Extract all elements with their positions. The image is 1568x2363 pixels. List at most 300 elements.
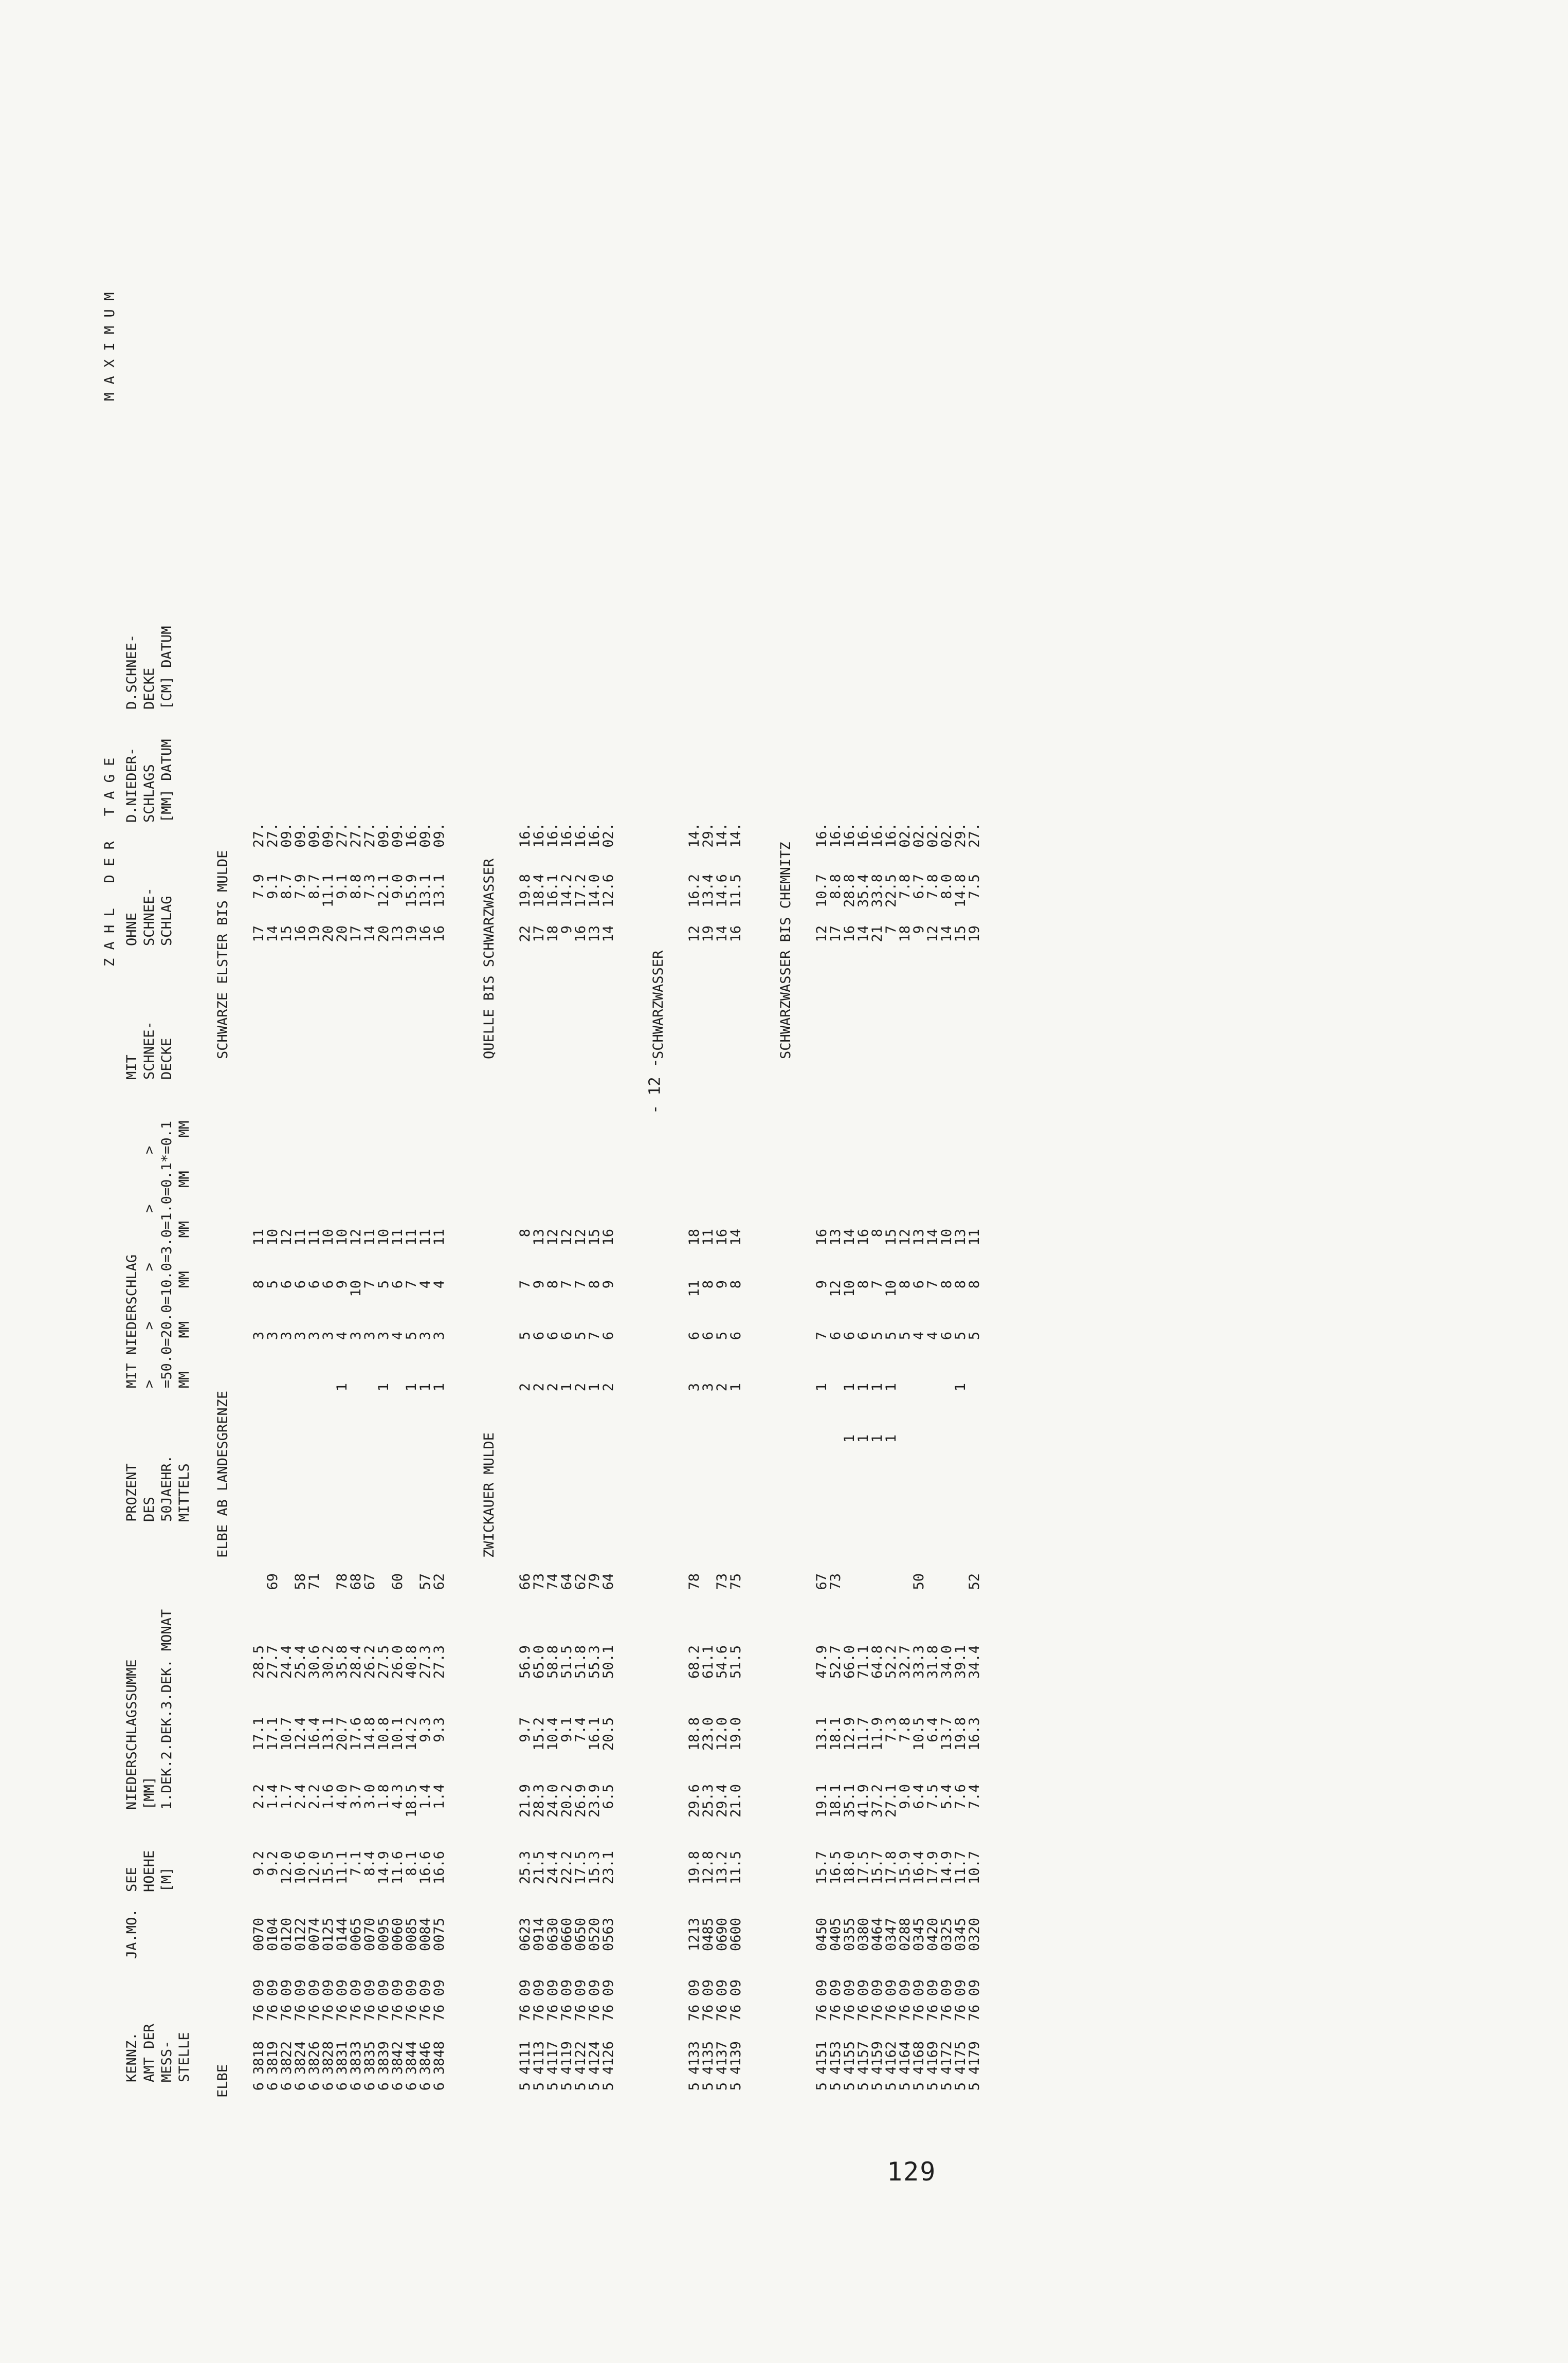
table-cell: 27.1 (883, 1784, 899, 1818)
column-header (123, 626, 176, 710)
table-cell: 14.0 (587, 874, 603, 908)
table-cell: 7.8 (925, 874, 941, 899)
table-cell: 76 09 (600, 1979, 616, 2022)
table-cell: 76 09 (559, 1979, 575, 2022)
table-cell: 4153 (828, 2041, 844, 2075)
table-cell: 56.9 (517, 1645, 533, 1679)
table-cell: 2.2 (306, 1784, 322, 1809)
column-header (123, 739, 176, 823)
table-cell: 5 (587, 2082, 603, 2091)
table-cell: 52.2 (883, 1645, 899, 1679)
table-cell: 27.7 (265, 1645, 281, 1679)
column-header-line: DECKE (159, 1038, 175, 1080)
table-cell: 11.7 (855, 1717, 871, 1751)
table-cell: 76 09 (431, 1979, 447, 2022)
table-cell: 13 (390, 925, 406, 942)
table-cell: 71.1 (855, 1645, 871, 1679)
table-cell: 4 (925, 1332, 941, 1340)
table-cell: 7.9 (251, 874, 267, 899)
table-cell: 0095 (376, 1918, 392, 1952)
table-cell: 1 (883, 1434, 899, 1443)
column-header-line: =50.0=20.0=10.0=3.0=1.0=0.1*=0.1 (159, 1120, 175, 1388)
column-header (123, 1121, 193, 1388)
table-cell: 1 (431, 1383, 447, 1392)
table-cell: 10.7 (967, 1851, 982, 1885)
table-cell: 4179 (967, 2041, 982, 2075)
table-cell: 8 (545, 1280, 561, 1289)
table-cell: 12 (828, 1280, 844, 1297)
table-cell: 30.6 (306, 1645, 322, 1679)
column-header-line: > > > > > (141, 1146, 157, 1388)
table-cell: 13.4 (700, 874, 716, 908)
table-cell: 19 (306, 925, 322, 942)
table-cell: 3 (320, 1332, 336, 1340)
table-cell: 5 (573, 2082, 589, 2091)
table-cell: 9 (559, 925, 575, 934)
table-cell: 11.7 (953, 1851, 969, 1885)
table-cell: 71 (306, 1573, 322, 1590)
table-cell: 17.2 (573, 874, 589, 908)
table-cell: 8 (728, 1280, 744, 1289)
column-header (123, 887, 176, 946)
table-cell: 3819 (265, 2041, 281, 2075)
table-cell: 7 (869, 1280, 885, 1289)
table-cell: 2 (573, 1383, 589, 1392)
table-cell: 13.1 (431, 874, 447, 908)
table-cell: 7.4 (573, 1717, 589, 1742)
table-cell: 8 (251, 1280, 267, 1289)
table-cell: 12 (814, 925, 830, 942)
table-cell: 76 09 (814, 1979, 830, 2022)
table-cell: 2 (600, 1383, 616, 1392)
table-cell: 18 (545, 925, 561, 942)
table-cell: 3839 (376, 2041, 392, 2075)
table-cell: 51.8 (573, 1645, 589, 1679)
table-cell: 14 (600, 925, 616, 942)
table-cell: 5 (828, 2082, 844, 2091)
table-cell: 6 (855, 1332, 871, 1340)
column-header-line: AMT DER (141, 2024, 157, 2082)
table-cell: 50 (911, 1573, 927, 1590)
table-cell: 16. (573, 823, 589, 848)
table-cell: 0380 (855, 1918, 871, 1952)
table-cell: 76 09 (925, 1979, 941, 2022)
table-cell: 02. (939, 823, 955, 848)
table-cell: 62 (573, 1573, 589, 1590)
table-cell: 76 09 (362, 1979, 378, 2022)
table-cell: 6 (404, 2082, 420, 2091)
table-cell: 7.9 (293, 874, 308, 899)
table-cell: 4 (417, 1280, 433, 1289)
table-cell: 5 (869, 1332, 885, 1340)
table-cell: 4122 (573, 2041, 589, 2075)
table-cell: 4137 (714, 2041, 730, 2075)
table-cell: 8 (869, 1229, 885, 1238)
table-cell: 5 (967, 1332, 982, 1340)
table-cell: 41.9 (855, 1784, 871, 1818)
table-cell: 3 (686, 1383, 702, 1392)
table-cell: 76 09 (417, 1979, 433, 2022)
table-cell: 6 (417, 2082, 433, 2091)
table-cell: 65.0 (531, 1645, 547, 1679)
table-cell: 4151 (814, 2041, 830, 2075)
table-cell: 76 09 (714, 1979, 730, 2022)
page-number: 129 (887, 2157, 937, 2187)
table-cell: 76 09 (953, 1979, 969, 2022)
table-cell: 8.7 (306, 874, 322, 899)
table-cell: 19.8 (953, 1717, 969, 1751)
table-cell: 9.7 (517, 1717, 533, 1742)
table-cell: 14 (714, 925, 730, 942)
table-cell: 24.0 (545, 1784, 561, 1818)
table-cell: 2.2 (251, 1784, 267, 1809)
table-cell: 52 (967, 1573, 982, 1590)
table-cell: 16. (517, 823, 533, 848)
table-cell: 16. (855, 823, 871, 848)
table-cell: 9 (531, 1280, 547, 1289)
table-cell: 6 (320, 2082, 336, 2091)
table-cell: 5 (897, 2082, 913, 2091)
table-cell: 9.1 (334, 874, 350, 899)
table-cell: 10 (334, 1229, 350, 1246)
table-cell: 18.1 (828, 1717, 844, 1751)
table-cell: 4 (911, 1332, 927, 1340)
table-cell: 5 (911, 2082, 927, 2091)
table-cell: 12 (279, 1229, 295, 1246)
table-cell: 0563 (600, 1918, 616, 1952)
table-cell: 17.9 (925, 1851, 941, 1885)
table-cell: 5 (545, 2082, 561, 2091)
table-cell: 15.5 (320, 1851, 336, 1885)
table-cell: 29. (700, 823, 716, 848)
table-cell: 5 (897, 1332, 913, 1340)
table-cell: 16 (728, 925, 744, 942)
table-cell: 29. (953, 823, 969, 848)
table-cell: 11 (404, 1229, 420, 1246)
column-header (123, 1021, 176, 1080)
table-cell: 34.0 (939, 1645, 955, 1679)
table-cell: 12 (545, 1229, 561, 1246)
table-cell: 8 (517, 1229, 533, 1238)
table-cell: 16 (714, 1229, 730, 1246)
table-cell: 11 (251, 1229, 267, 1246)
table-cell: 16. (842, 823, 858, 848)
table-cell: 10 (348, 1280, 364, 1297)
table-cell: 14 (265, 925, 281, 942)
table-cell: 16.2 (686, 874, 702, 908)
table-cell: 6.4 (925, 1717, 941, 1742)
table-cell: 76 09 (573, 1979, 589, 2022)
table-cell: 1.7 (279, 1784, 295, 1809)
table-cell: 0320 (967, 1918, 982, 1952)
table-cell: 24.4 (545, 1851, 561, 1885)
table-cell: 8 (587, 1280, 603, 1289)
table-cell: 76 09 (939, 1979, 955, 2022)
column-header-line: [MM] DATUM (159, 739, 175, 823)
table-cell: 16 (417, 925, 433, 942)
column-header-line: DECKE (141, 667, 157, 710)
table-cell: 11.5 (728, 874, 744, 908)
table-cell: 7.8 (897, 1717, 913, 1742)
table-cell: 5 (728, 2082, 744, 2091)
table-cell: 37.2 (869, 1784, 885, 1818)
table-cell: 76 09 (728, 1979, 744, 2022)
table-cell: 11 (431, 1229, 447, 1246)
table-cell: 11 (306, 1229, 322, 1246)
table-cell: 5 (925, 2082, 941, 2091)
table-cell: 6 (600, 1332, 616, 1340)
table-cell: 51.5 (728, 1645, 744, 1679)
table-cell: 1 (417, 1383, 433, 1392)
table-cell: 0520 (587, 1918, 603, 1952)
column-header-line: DES (141, 1497, 157, 1522)
table-cell: 14 (855, 925, 871, 942)
table-cell: 25.4 (293, 1645, 308, 1679)
table-cell: 0074 (306, 1918, 322, 1952)
column-header-line: SEE (124, 1867, 140, 1892)
column-header-line: SCHLAG (159, 896, 175, 946)
table-cell: 21 (869, 925, 885, 942)
table-cell: 66 (517, 1573, 533, 1590)
table-cell: 21.5 (531, 1851, 547, 1885)
table-cell: 13 (953, 1229, 969, 1246)
table-cell: 0405 (828, 1918, 844, 1952)
table-cell: 10.7 (814, 874, 830, 908)
table-cell: 6.5 (600, 1784, 616, 1809)
table-cell: 16.5 (828, 1851, 844, 1885)
table-cell: 60 (390, 1573, 406, 1590)
table-cell: 61.1 (700, 1645, 716, 1679)
table-cell: 14. (728, 823, 744, 848)
table-cell: 5 (714, 2082, 730, 2091)
table-cell: 3818 (251, 2041, 267, 2075)
river-label: ELBE AB LANDESGRENZE (215, 1390, 231, 1558)
table-cell: 7 (559, 1280, 575, 1289)
table-cell: 16 (855, 1229, 871, 1246)
table-cell: 13 (911, 1229, 927, 1246)
table-cell: 17.1 (251, 1717, 267, 1751)
table-cell: 17.5 (855, 1851, 871, 1885)
table-cell: 29.6 (686, 1784, 702, 1818)
table-cell: 1 (869, 1383, 885, 1392)
column-header-line: [CM] DATUM (159, 626, 175, 710)
table-cell: 10 (265, 1229, 281, 1246)
column-header (123, 1850, 176, 1892)
table-cell: 5 (967, 2082, 982, 2091)
table-cell: 0660 (559, 1918, 575, 1952)
table-cell: 0690 (714, 1918, 730, 1952)
table-cell: 76 09 (265, 1979, 281, 2022)
table-cell: 14 (362, 925, 378, 942)
table-cell: 64 (559, 1573, 575, 1590)
table-cell: 20.7 (334, 1717, 350, 1751)
table-cell: 20 (320, 925, 336, 942)
table-cell: 76 09 (320, 1979, 336, 2022)
table-cell: 5 (700, 2082, 716, 2091)
table-cell: 8 (953, 1280, 969, 1289)
table-cell: 7.4 (967, 1784, 982, 1809)
table-cell: 0630 (545, 1918, 561, 1952)
table-cell: 09. (417, 823, 433, 848)
table-cell: 23.9 (587, 1784, 603, 1818)
table-cell: 02. (600, 823, 616, 848)
sub-section-label: SCHWARZWASSER BIS CHEMNITZ (778, 842, 794, 1059)
table-cell: 0914 (531, 1918, 547, 1952)
table-cell: 5 (265, 1280, 281, 1289)
table-cell: 6 (842, 1332, 858, 1340)
table-cell: 02. (911, 823, 927, 848)
table-cell: 19.8 (517, 874, 533, 908)
table-cell: 27.3 (417, 1645, 433, 1679)
table-cell: 5 (404, 1332, 420, 1340)
table-cell: 2.4 (293, 1784, 308, 1809)
table-cell: 76 09 (842, 1979, 858, 2022)
column-header (123, 2024, 193, 2082)
table-cell: 6 (362, 2082, 378, 2091)
table-cell: 5 (517, 1332, 533, 1340)
table-cell: 1.4 (265, 1784, 281, 1809)
table-cell: 0085 (404, 1918, 420, 1952)
table-cell: 5 (842, 2082, 858, 2091)
table-cell: 17 (828, 925, 844, 942)
table-cell: 76 09 (686, 1979, 702, 2022)
table-cell: 10 (939, 1229, 955, 1246)
table-cell: 27. (362, 823, 378, 848)
table-cell: 5 (714, 1332, 730, 1340)
table-cell: 6 (686, 1332, 702, 1340)
column-header-line: STELLE (176, 2032, 192, 2082)
column-header-line: HOEHE (141, 1850, 157, 1892)
table-cell: 3824 (293, 2041, 308, 2075)
table-cell: 1.4 (417, 1784, 433, 1809)
column-header-line: JA.MO. (124, 1908, 140, 1959)
table-cell: 16.1 (587, 1717, 603, 1751)
table-cell: 34.4 (967, 1645, 982, 1679)
table-cell: 0600 (728, 1918, 744, 1952)
table-cell: 4135 (700, 2041, 716, 2075)
table-cell: 7.3 (883, 1717, 899, 1742)
column-header-line: D.NIEDER- (124, 747, 140, 823)
table-cell: 0650 (573, 1918, 589, 1952)
table-cell: 76 09 (828, 1979, 844, 2022)
table-cell: 6 (376, 2082, 392, 2091)
table-cell: 75 (728, 1573, 744, 1590)
table-cell: 17 (251, 925, 267, 942)
table-cell: 1 (842, 1383, 858, 1392)
table-cell: 12.9 (842, 1717, 858, 1751)
table-cell: 17 (531, 925, 547, 942)
table-cell: 18 (897, 925, 913, 942)
table-cell: 09. (431, 823, 447, 848)
table-cell: 0623 (517, 1918, 533, 1952)
table-cell: 17.1 (265, 1717, 281, 1751)
table-cell: 0075 (431, 1918, 447, 1952)
table-cell: 2 (714, 1383, 730, 1392)
table-cell: 8.1 (404, 1851, 420, 1876)
table-cell: 3828 (320, 2041, 336, 2075)
table-cell: 16 (573, 925, 589, 942)
table-cell: 13 (587, 925, 603, 942)
table-cell: 6 (390, 1280, 406, 1289)
table-cell: 19.8 (686, 1851, 702, 1885)
table-cell: 21.9 (517, 1784, 533, 1818)
table-cell: 76 09 (251, 1979, 267, 2022)
table-cell: 35.8 (334, 1645, 350, 1679)
table-cell: 17.8 (883, 1851, 899, 1885)
column-header-line: D.SCHNEE- (124, 634, 140, 710)
table-cell: 76 09 (869, 1979, 885, 2022)
table-cell: 6 (728, 1332, 744, 1340)
table-cell: 11 (700, 1229, 716, 1246)
table-cell: 6.7 (911, 874, 927, 899)
page-marker: - 12 - (646, 1058, 664, 1114)
table-cell: 6 (320, 1280, 336, 1289)
table-cell: 16.4 (306, 1717, 322, 1751)
table-cell: 3 (700, 1383, 716, 1392)
table-cell: 16.1 (545, 874, 561, 908)
table-cell: 1 (814, 1383, 830, 1392)
table-cell: 6 (939, 1332, 955, 1340)
table-cell: 4155 (842, 2041, 858, 2075)
table-cell: 4168 (911, 2041, 927, 2075)
table-cell: 14 (939, 925, 955, 942)
table-cell: 74 (545, 1573, 561, 1590)
sub-section-label: QUELLE BIS SCHWARZWASSER (481, 858, 497, 1059)
table-cell: 16.6 (431, 1851, 447, 1885)
table-cell: 15.9 (897, 1851, 913, 1885)
table-cell: 3826 (306, 2041, 322, 2075)
table-cell: 13.2 (714, 1851, 730, 1885)
table-cell: 4164 (897, 2041, 913, 2075)
table-cell: 4172 (939, 2041, 955, 2075)
column-header-line: KENNZ. (124, 2032, 140, 2082)
table-cell: 1.6 (320, 1784, 336, 1809)
table-cell: 8.8 (348, 874, 364, 899)
table-cell: 3846 (417, 2041, 433, 2075)
table-cell: 16 (600, 1229, 616, 1246)
table-cell: 6 (279, 2082, 295, 2091)
table-cell: 0070 (251, 1918, 267, 1952)
table-cell: 13 (828, 1229, 844, 1246)
table-cell: 4 (390, 1332, 406, 1340)
table-cell: 10.6 (293, 1851, 308, 1885)
table-cell: 18.4 (531, 874, 547, 908)
table-cell: 5 (953, 1332, 969, 1340)
table-cell: 19 (404, 925, 420, 942)
table-cell: 5 (939, 2082, 955, 2091)
table-cell: 10 (320, 1229, 336, 1246)
table-cell: 27. (348, 823, 364, 848)
table-cell: 16. (587, 823, 603, 848)
table-cell: 6 (293, 1280, 308, 1289)
table-cell: 7 (573, 1280, 589, 1289)
table-cell: 11 (362, 1229, 378, 1246)
table-cell: 29.4 (714, 1784, 730, 1818)
table-cell: 14. (714, 823, 730, 848)
table-cell: 4113 (531, 2041, 547, 2075)
table-cell: 3822 (279, 2041, 295, 2075)
table-cell: 3842 (390, 2041, 406, 2075)
table-cell: 3848 (431, 2041, 447, 2075)
table-cell: 3 (306, 1332, 322, 1340)
table-cell: 28.3 (531, 1784, 547, 1818)
table-cell: 68.2 (686, 1645, 702, 1679)
table-cell: 14.8 (953, 874, 969, 908)
table-cell: 7.1 (348, 1851, 364, 1876)
table-cell: 0450 (814, 1918, 830, 1952)
table-cell: 16. (545, 823, 561, 848)
table-cell: 14 (842, 1229, 858, 1246)
